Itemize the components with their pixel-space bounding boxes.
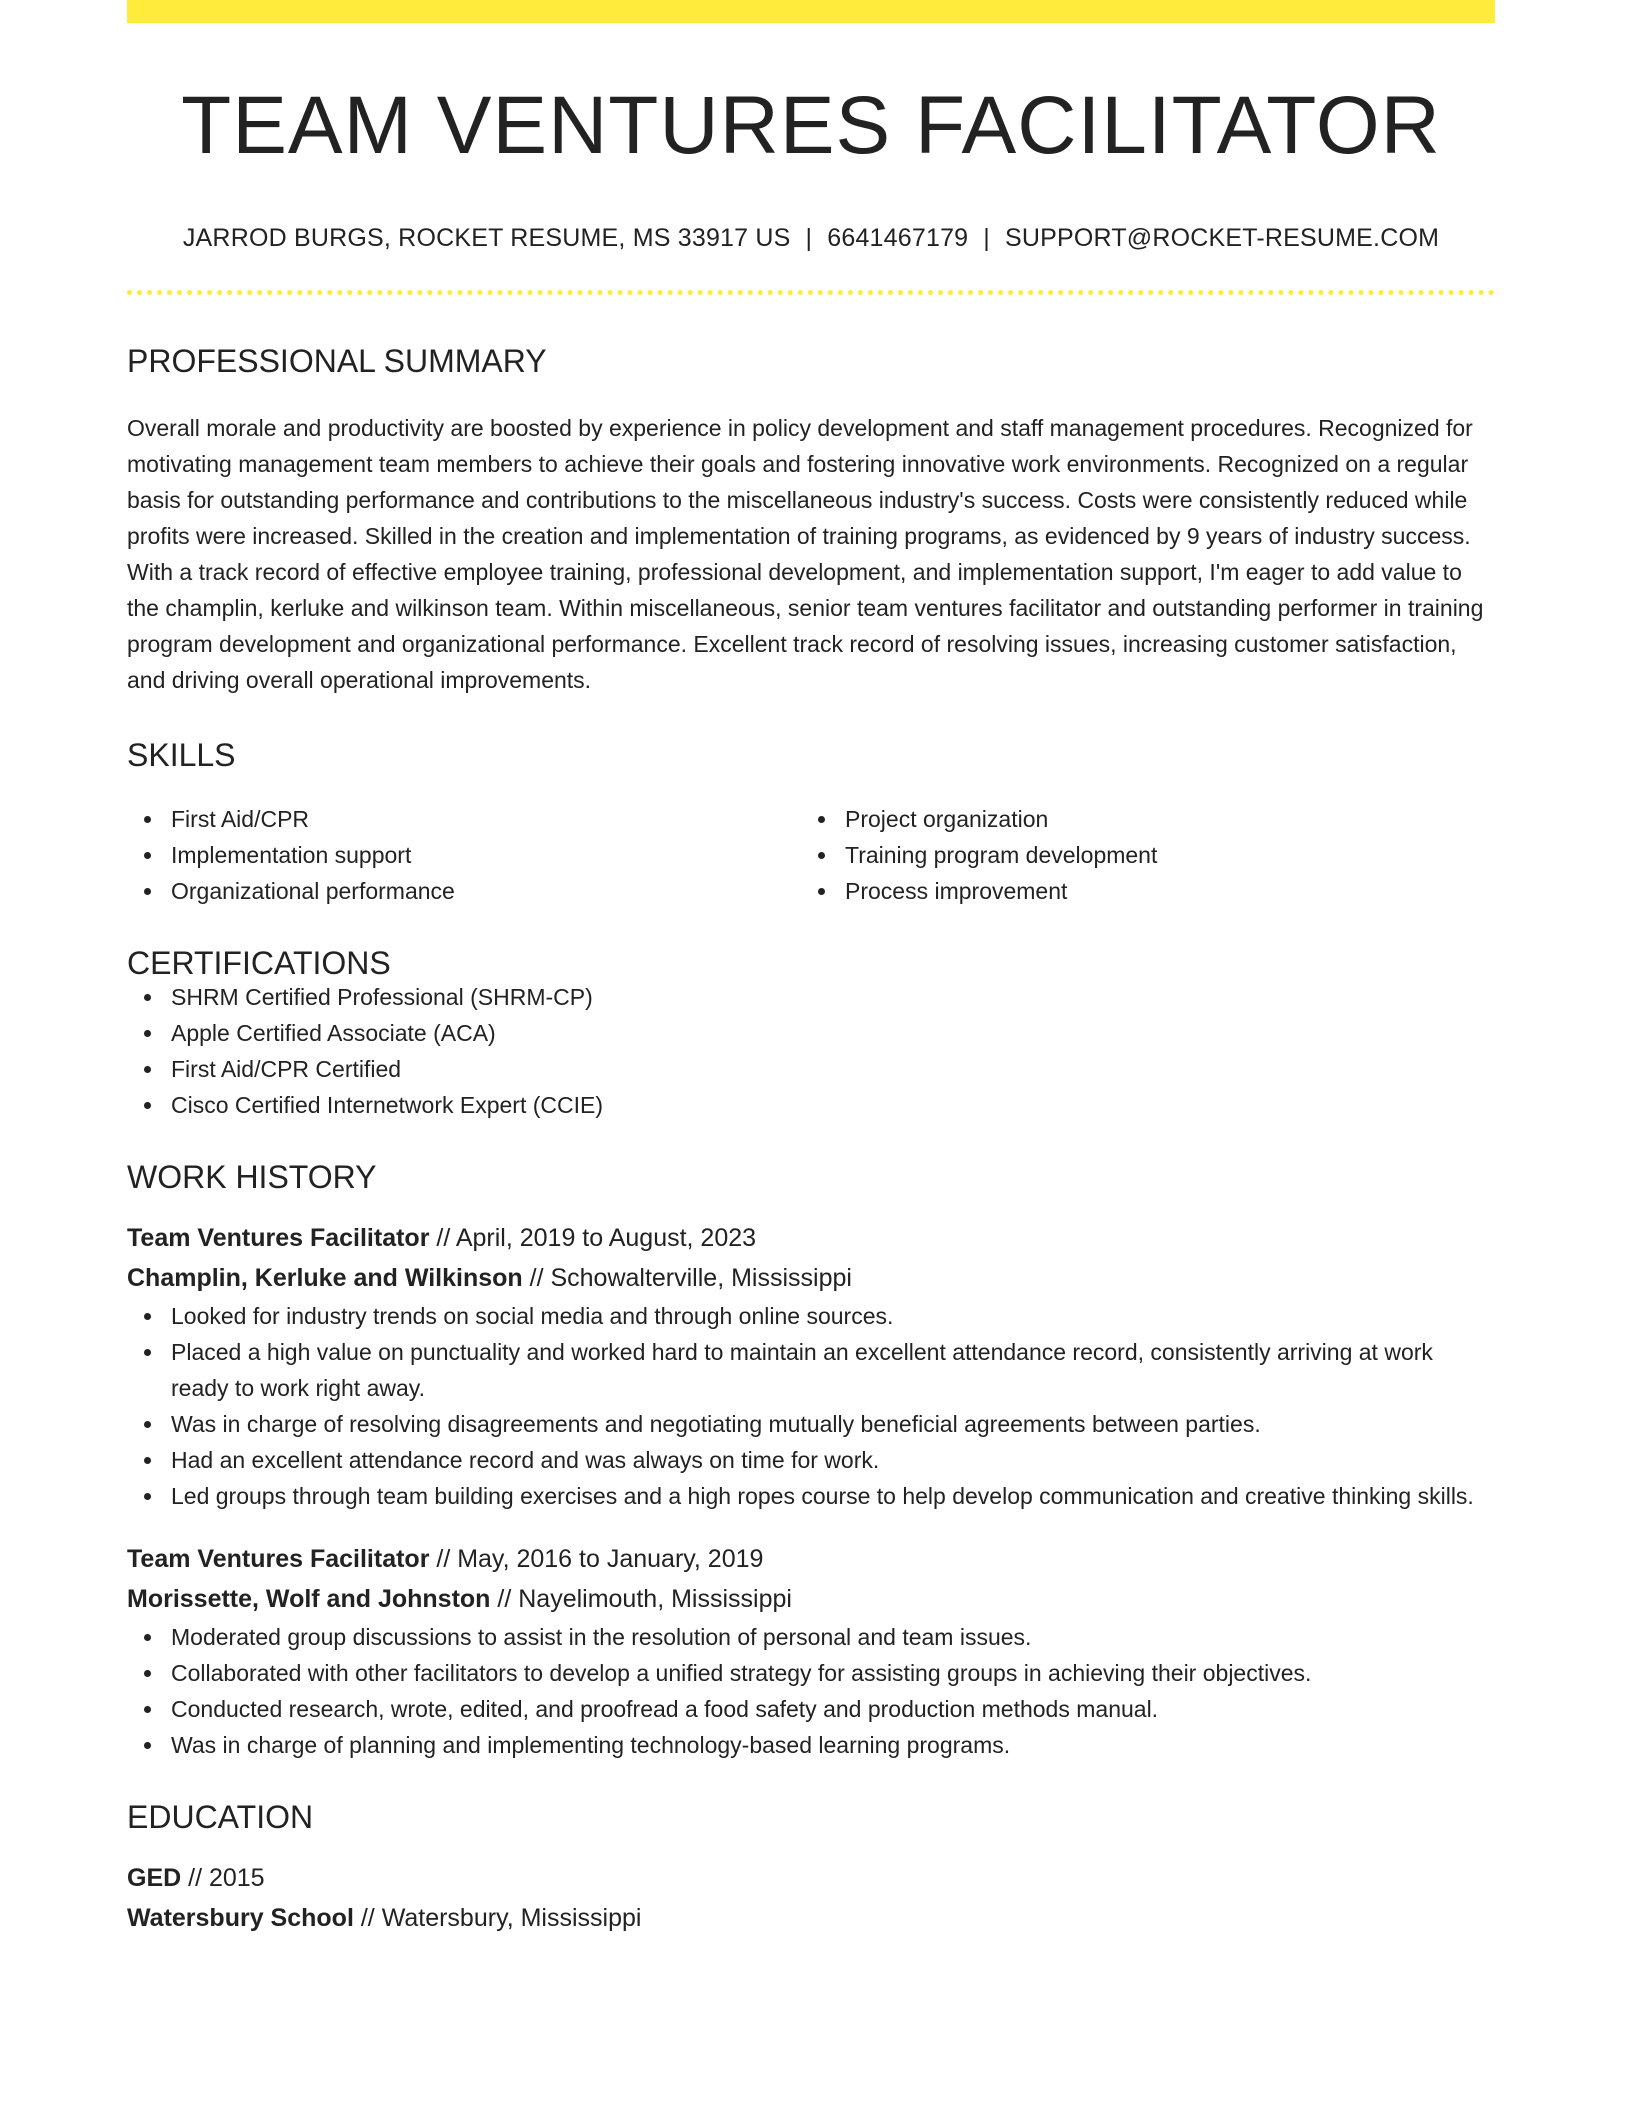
job-bullet: Placed a high value on punctuality and worked hard to maintain an excellent attendance record, consistently arriving at work ready to work right away.: [127, 1334, 1495, 1406]
contact-separator: |: [805, 224, 813, 252]
resume-title: TEAM VENTURES FACILITATOR: [181, 80, 1441, 171]
job-bullets: [127, 1619, 1495, 1763]
job-bullet: Had an excellent attendance record and was always on time for work.: [127, 1442, 1495, 1478]
job-bullet: Led groups through team building exercises and a high ropes course to help develop communication and creative thinking skills.: [127, 1478, 1495, 1514]
skill-item: Process improvement: [801, 873, 1475, 909]
job-bullet: Was in charge of planning and implementing technology-based learning programs.: [127, 1727, 1495, 1763]
skill-item: Organizational performance: [127, 873, 801, 909]
education-year: // 2015: [181, 1864, 265, 1892]
summary-heading: PROFESSIONAL SUMMARY: [127, 343, 547, 379]
education-school-line: [127, 1898, 1495, 1938]
job-bullet: Was in charge of resolving disagreements and negotiating mutually beneficial agreements between parties.: [127, 1406, 1495, 1442]
job-role: Team Ventures Facilitator: [127, 1224, 430, 1252]
job-company: Morissette, Wolf and Johnston: [127, 1585, 491, 1613]
education-entry: [127, 1858, 1495, 1938]
job-bullet: Moderated group discussions to assist in the resolution of personal and team issues.: [127, 1619, 1495, 1655]
job-bullet: Looked for industry trends on social media and through online sources.: [127, 1298, 1495, 1334]
job-company-line: [127, 1258, 1495, 1298]
job-bullet: Conducted research, wrote, edited, and proofread a food safety and production methods manual.: [127, 1691, 1495, 1727]
work-history-heading: WORK HISTORY: [127, 1159, 377, 1195]
contact-phone: 6641467179: [827, 224, 969, 252]
job-dates: // May, 2016 to January, 2019: [429, 1545, 764, 1573]
job-company-line: [127, 1579, 1495, 1619]
skills-grid: [127, 801, 1495, 909]
skill-item: Project organization: [801, 801, 1475, 837]
skill-item: Implementation support: [127, 837, 801, 873]
contact-email: SUPPORT@ROCKET-RESUME.COM: [1005, 224, 1440, 252]
top-accent-bar: [127, 0, 1495, 23]
contact-separator: |: [983, 224, 990, 252]
job-entry: [127, 1218, 1495, 1514]
skills-list-left: [127, 801, 801, 909]
skill-item: First Aid/CPR: [127, 801, 801, 837]
job-company: Champlin, Kerluke and Wilkinson: [127, 1264, 523, 1292]
job-role-line: [127, 1539, 1495, 1579]
contact-address: JARROD BURGS, ROCKET RESUME, MS 33917 US: [182, 224, 791, 252]
job-dates: // April, 2019 to August, 2023: [429, 1224, 757, 1252]
education-heading: EDUCATION: [127, 1799, 314, 1835]
summary-text: Overall morale and productivity are boosted by experience in policy development and staff management procedures. Recognized for motivating management team members to achieve their goals and fostering innovative work environments. Recognized on a regular basis for outstanding performance and contributions to the miscellaneous industry's success. Costs were consistently reduced while profits were increased. Skilled in the creation and implementation of training programs, as evidenced by 9 years of industry success. With a track record of effective employee training, professional development, and implementation support, I'm eager to add value to the champlin, kerluke and wilkinson team. Within miscellaneous, senior team ventures facilitator and outstanding performer in training program development and organizational performance. Excellent track record of resolving issues, increasing customer satisfaction, and driving overall operational improvements.: [127, 415, 1484, 693]
education-school: Watersbury School: [127, 1904, 354, 1932]
resume-page: [127, 0, 1495, 1938]
skill-item: Training program development: [801, 837, 1475, 873]
job-role: Team Ventures Facilitator: [127, 1545, 430, 1573]
certification-item: Cisco Certified Internetwork Expert (CCIE): [127, 1087, 1495, 1123]
education-degree-line: [127, 1858, 1495, 1898]
education-location: // Watersbury, Mississippi: [353, 1904, 642, 1932]
education-degree: GED: [127, 1864, 182, 1892]
dotted-divider: [127, 290, 1495, 295]
certification-item: Apple Certified Associate (ACA): [127, 1015, 1495, 1051]
certification-item: SHRM Certified Professional (SHRM-CP): [127, 979, 1495, 1015]
job-bullet: Collaborated with other facilitators to develop a unified strategy for assisting groups in achieving their objectives.: [127, 1655, 1495, 1691]
contact-line: [127, 226, 1495, 251]
job-location: // Schowalterville, Mississippi: [522, 1264, 852, 1292]
job-bullets: [127, 1298, 1495, 1514]
certifications-heading: CERTIFICATIONS: [127, 945, 391, 981]
job-entry: [127, 1539, 1495, 1763]
job-location: // Nayelimouth, Mississippi: [490, 1585, 792, 1613]
certifications-list: [127, 979, 1495, 1123]
job-role-line: [127, 1218, 1495, 1258]
certification-item: First Aid/CPR Certified: [127, 1051, 1495, 1087]
skills-heading: SKILLS: [127, 737, 236, 773]
skills-list-right: [801, 801, 1475, 909]
